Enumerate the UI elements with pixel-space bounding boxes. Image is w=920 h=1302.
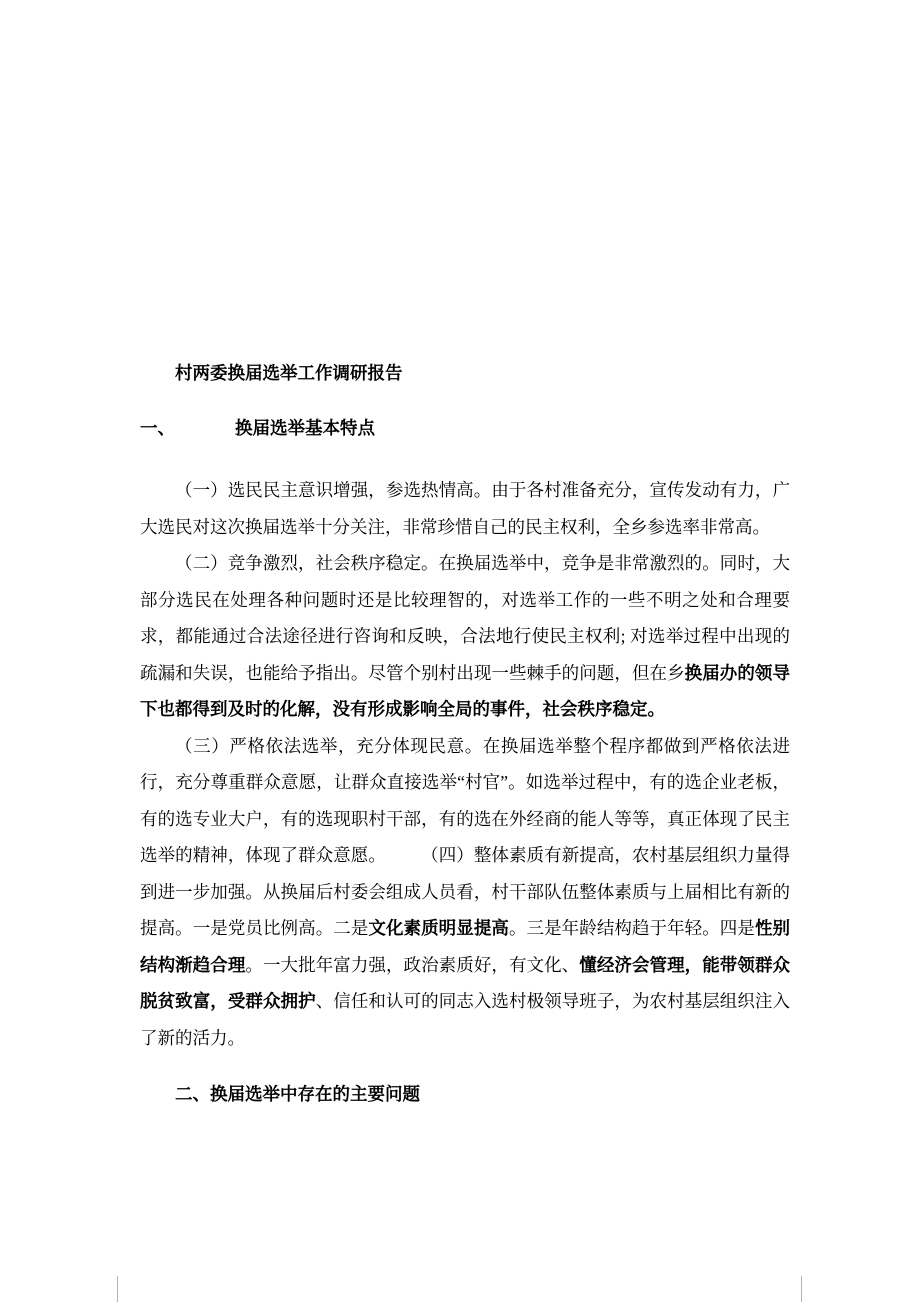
document-title: 村两委换届选举工作调研报告 <box>175 363 403 383</box>
page-boundary-mark-right <box>801 1276 802 1302</box>
section1-heading-text: 换届选举基本特点 <box>235 418 375 438</box>
text-run: （四）整体素质有新提高，农村基层组织力量得到进一步加强。从换届后村委会组成人员看，村干部队伍整体素质与上届相比有新的提高。一是党员比例高。二是 <box>140 845 791 938</box>
text-run-bold: 性别结构渐趋合理 <box>140 918 791 975</box>
page-boundary-mark-left <box>117 1276 118 1302</box>
text-run: 。一大批年富力强，政治素质好，有文化、 <box>245 954 580 975</box>
text-run-bold: 换届办的领导下也都得到及时的化解，没有形成影响全局的事件，社会秩序稳定。 <box>140 662 791 719</box>
section1-number: 一、 <box>140 418 175 438</box>
text-run: （三）严格依法选举，充分体现民意。在换届选举整个程序都做到严格依法进行，充分尊重群众意愿，让群众直接选举“村官”。如选举过程中，有的选企业老板，有的选专业大户，有的选现职村干部，有的选在外经商的能人等等，真正体现了民主选举的精神，体现了群众意愿。 <box>140 735 790 865</box>
text-run: （一）选民民主意识增强，参选热情高。由于各村准备充分，宣传发动有力，广大选民对这次换届选举十分关注，非常珍惜自己的民主权利，全乡参选率非常高。 <box>140 480 790 537</box>
text-run-bold: 懂经济会管理，能带领群众脱贫致富，受群众拥护 <box>140 954 791 1011</box>
section2-heading: 二、换届选举中存在的主要问题 <box>175 1084 420 1104</box>
text-run: 。三是年龄结构趋于年轻。四是 <box>508 918 755 938</box>
paragraph-3 <box>140 728 790 1057</box>
text-run: 、信任和认可的同志入选村极领导班子，为农村基层组织注入了新的活力。 <box>140 991 791 1048</box>
paragraph-1 <box>140 472 790 545</box>
paragraph-2 <box>140 545 790 728</box>
text-run: （二）竞争激烈，社会秩序稳定。在换届选举中，竞争是非常激烈的。同时，大部分选民在处理各种问题时还是比较理智的，对选举工作的一些不明之处和合理要求，都能通过合法途径进行咨询和反映，合法地行使民主权利; 对选举过程中出现的疏漏和失误，也能给予指出。尽管个别村出现一些棘手的问题，但在乡 <box>140 553 790 683</box>
text-run-bold: 文化素质明显提高 <box>368 918 509 938</box>
section1-heading <box>140 410 790 446</box>
